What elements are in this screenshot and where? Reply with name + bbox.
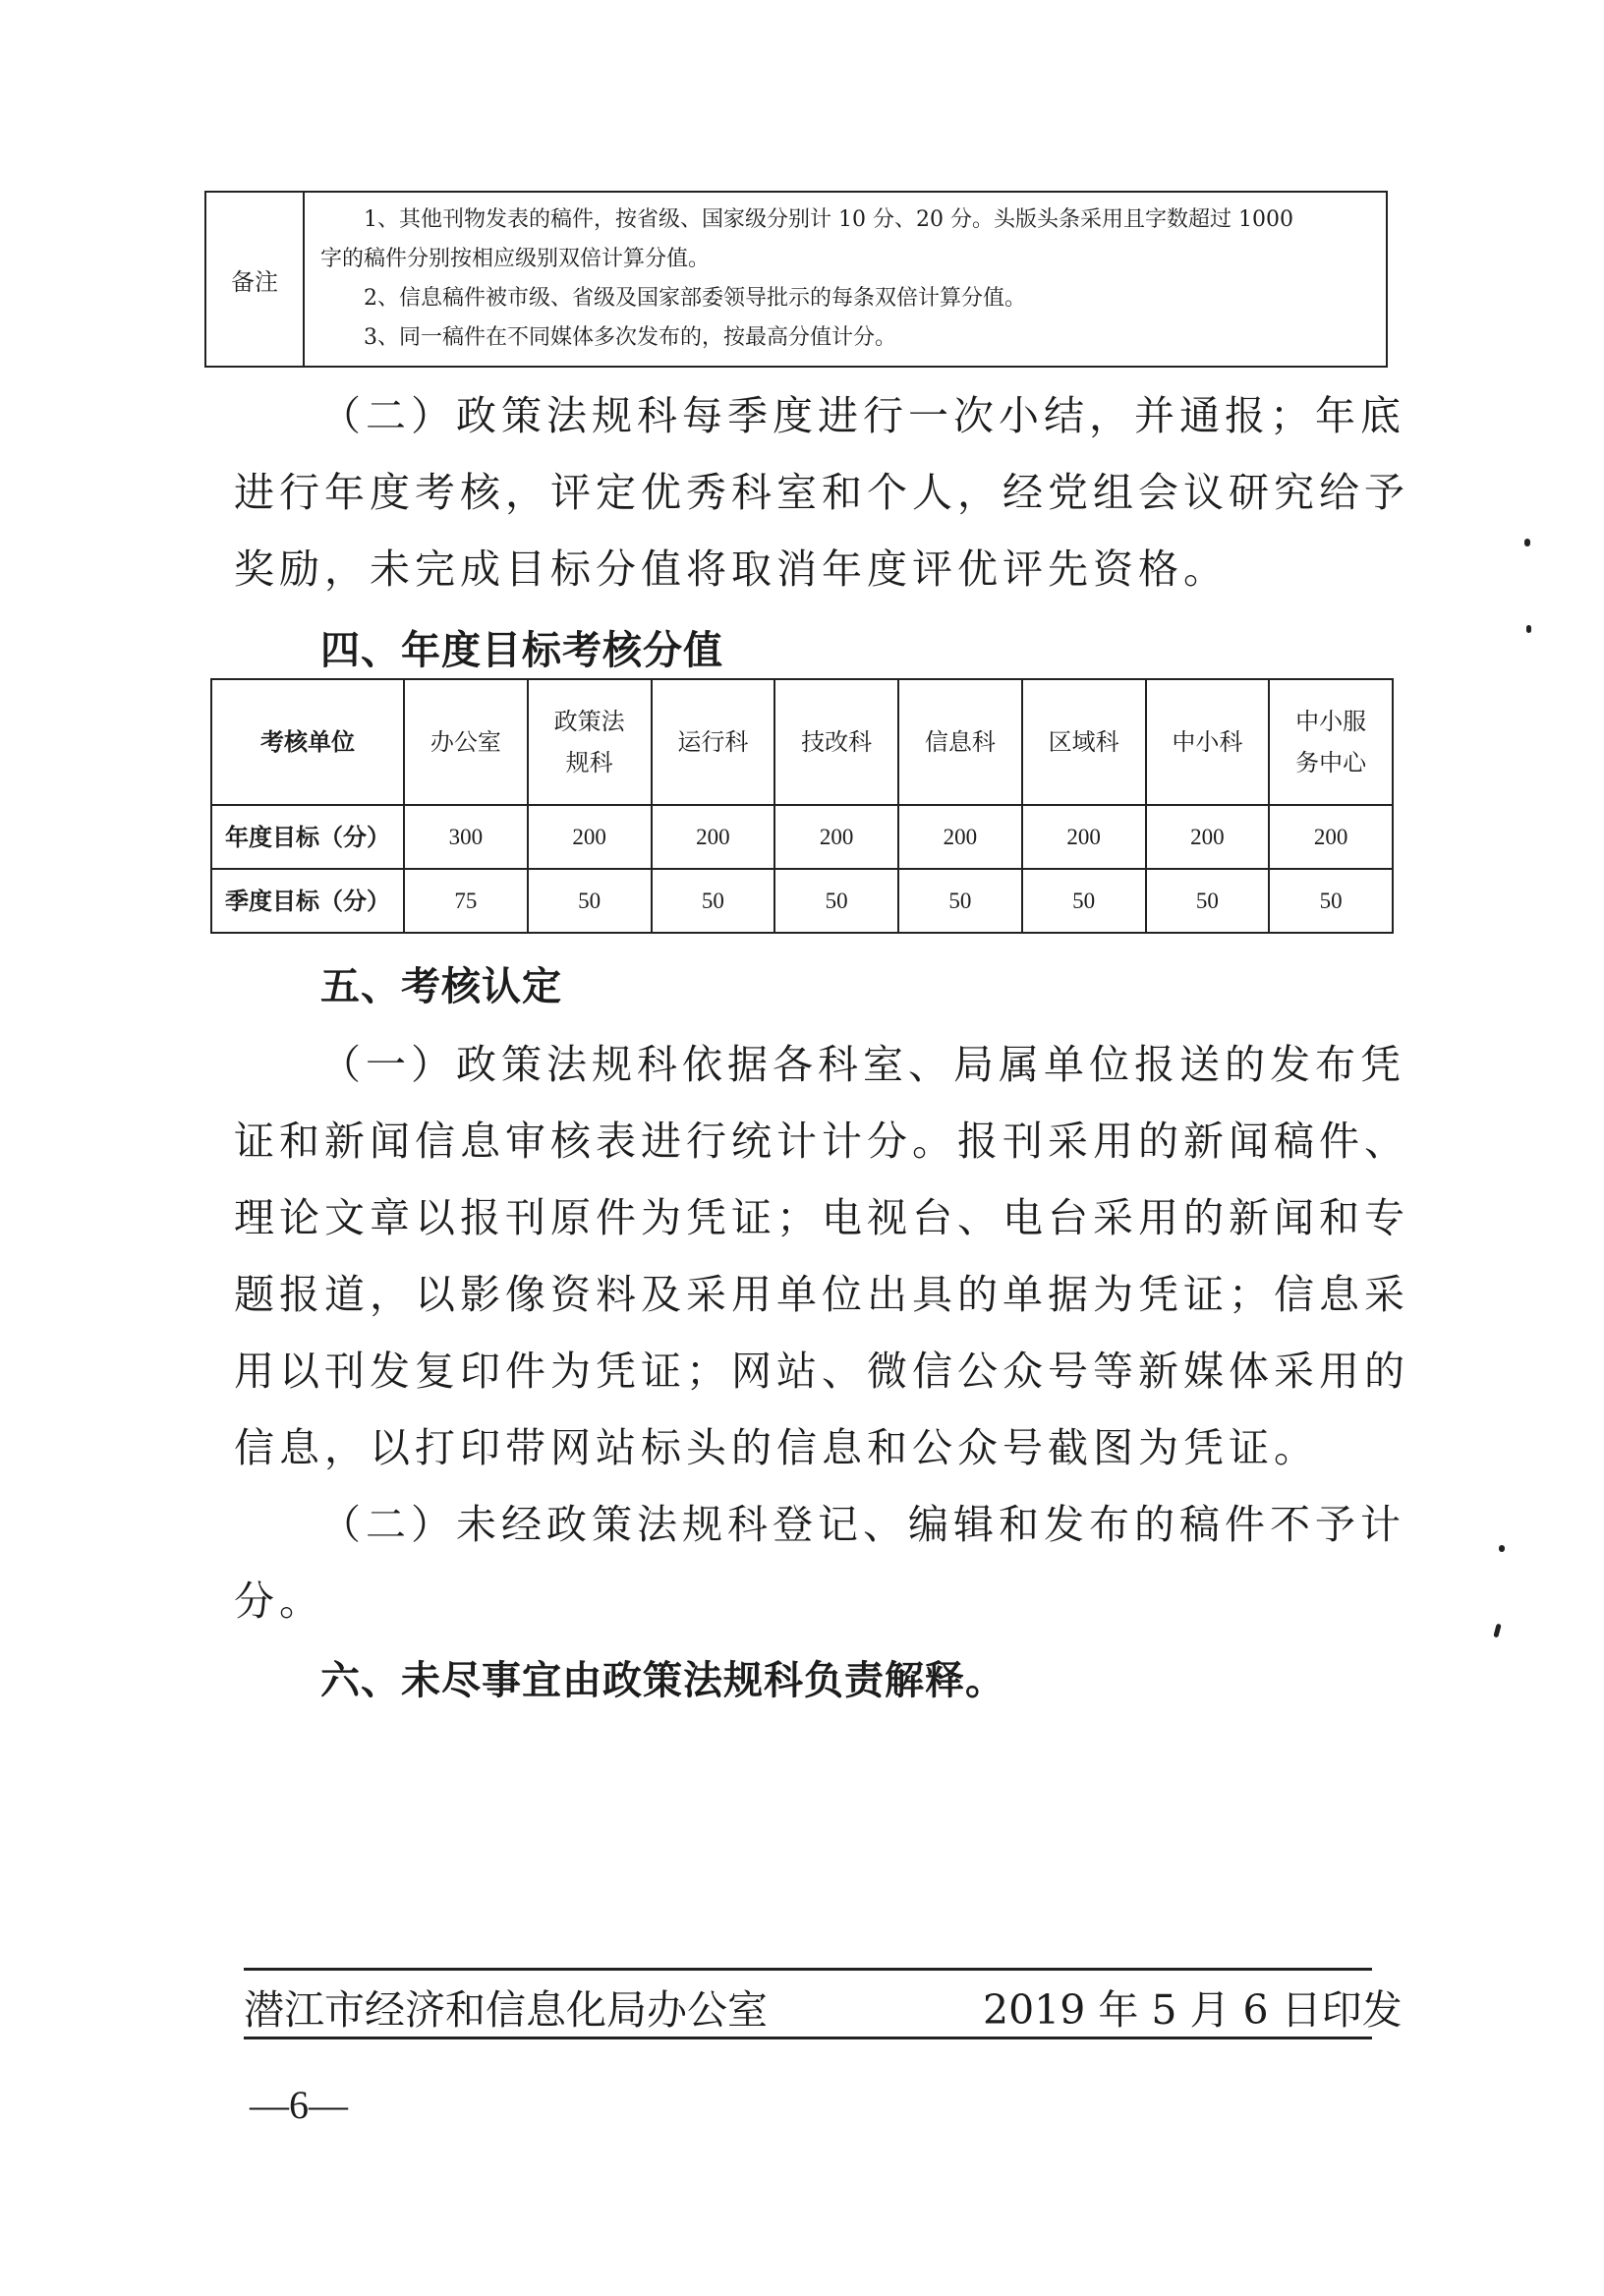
quarter-value: 50	[652, 869, 775, 933]
para-5-1-line: （一）政策法规科依据各科室、局属单位报送的发布凭	[320, 1041, 1405, 1088]
note-line: 3、同一稿件在不同媒体多次发布的，按最高分值计分。	[364, 325, 896, 350]
annual-value: 200	[528, 805, 652, 869]
unit-cell: 中小服 务中心	[1269, 679, 1393, 805]
quarter-value: 50	[1022, 869, 1146, 933]
unit-cell: 技改科	[774, 679, 898, 805]
quarter-value: 50	[898, 869, 1022, 933]
para-5-1-line: 用以刊发复印件为凭证；网站、微信公众号等新媒体采用的	[234, 1348, 1409, 1395]
table-row-annual	[211, 805, 1393, 869]
annual-value: 200	[898, 805, 1022, 869]
annual-label: 年度目标（分）	[211, 805, 404, 869]
notes-label: 备注	[205, 192, 304, 367]
table-header-row	[211, 679, 1393, 805]
scan-speck	[1493, 1624, 1501, 1638]
para-5-2-line: （二）未经政策法规科登记、编辑和发布的稿件不予计	[320, 1501, 1405, 1548]
annual-value: 200	[1146, 805, 1270, 869]
notes-content	[304, 192, 1387, 367]
note-line: 字的稿件分别按相应级别双倍计算分值。	[320, 247, 711, 271]
note-line: 2、信息稿件被市级、省级及国家部委领导批示的每条双倍计算分值。	[364, 286, 1026, 311]
annual-value: 300	[404, 805, 528, 869]
footer-issuer: 潜江市经济和信息化局办公室	[244, 1986, 768, 2034]
para-5-2-line: 分。	[234, 1578, 324, 1625]
section-heading-6: 六、未尽事宜由政策法规科负责解释。	[320, 1658, 1005, 1703]
unit-cell: 中小科	[1146, 679, 1270, 805]
para-5-1-line: 证和新闻信息审核表进行统计计分。报刊采用的新闻稿件、	[234, 1118, 1409, 1165]
quarter-value: 75	[404, 869, 528, 933]
footer-date: 2019 年 5 月 6 日印发	[983, 1986, 1403, 2034]
para-5-1-line: 题报道，以影像资料及采用单位出具的单据为凭证；信息采	[234, 1271, 1409, 1318]
quarter-value: 50	[1146, 869, 1270, 933]
scan-speck	[1526, 625, 1531, 633]
unit-cell: 区域科	[1022, 679, 1146, 805]
unit-cell: 办公室	[404, 679, 528, 805]
para-2-line: （二）政策法规科每季度进行一次小结，并通报；年底	[320, 392, 1405, 439]
annual-value: 200	[1269, 805, 1393, 869]
table-row-quarter	[211, 869, 1393, 933]
targets-table	[210, 678, 1394, 934]
para-5-1-line: 信息，以打印带网站标头的信息和公众号截图为凭证。	[234, 1424, 1319, 1471]
note-line: 1、其他刊物发表的稿件，按省级、国家级分别计 10 分、20 分。头版头条采用且字数超过 1000	[364, 207, 1293, 232]
unit-cell: 信息科	[898, 679, 1022, 805]
annual-value: 200	[774, 805, 898, 869]
para-2-line: 进行年度考核，评定优秀科室和个人，经党组会议研究给予	[234, 469, 1409, 516]
quarter-label: 季度目标（分）	[211, 869, 404, 933]
page-number: —6—	[250, 2083, 348, 2127]
unit-cell: 政策法 规科	[528, 679, 652, 805]
annual-value: 200	[652, 805, 775, 869]
quarter-value: 50	[528, 869, 652, 933]
annual-value: 200	[1022, 805, 1146, 869]
para-5-1-line: 理论文章以报刊原件为凭证；电视台、电台采用的新闻和专	[234, 1194, 1409, 1241]
quarter-value: 50	[1269, 869, 1393, 933]
unit-cell: 运行科	[652, 679, 775, 805]
scan-speck	[1499, 1545, 1505, 1552]
header-label: 考核单位	[211, 679, 404, 805]
section-heading-4: 四、年度目标考核分值	[320, 628, 723, 673]
section-heading-5: 五、考核认定	[320, 964, 562, 1009]
footer-bottom-rule	[244, 2037, 1372, 2039]
quarter-value: 50	[774, 869, 898, 933]
notes-table	[204, 191, 1388, 368]
para-2-line: 奖励，未完成目标分值将取消年度评优评先资格。	[234, 545, 1229, 593]
scan-speck	[1524, 539, 1530, 546]
footer-top-rule	[244, 1968, 1372, 1971]
